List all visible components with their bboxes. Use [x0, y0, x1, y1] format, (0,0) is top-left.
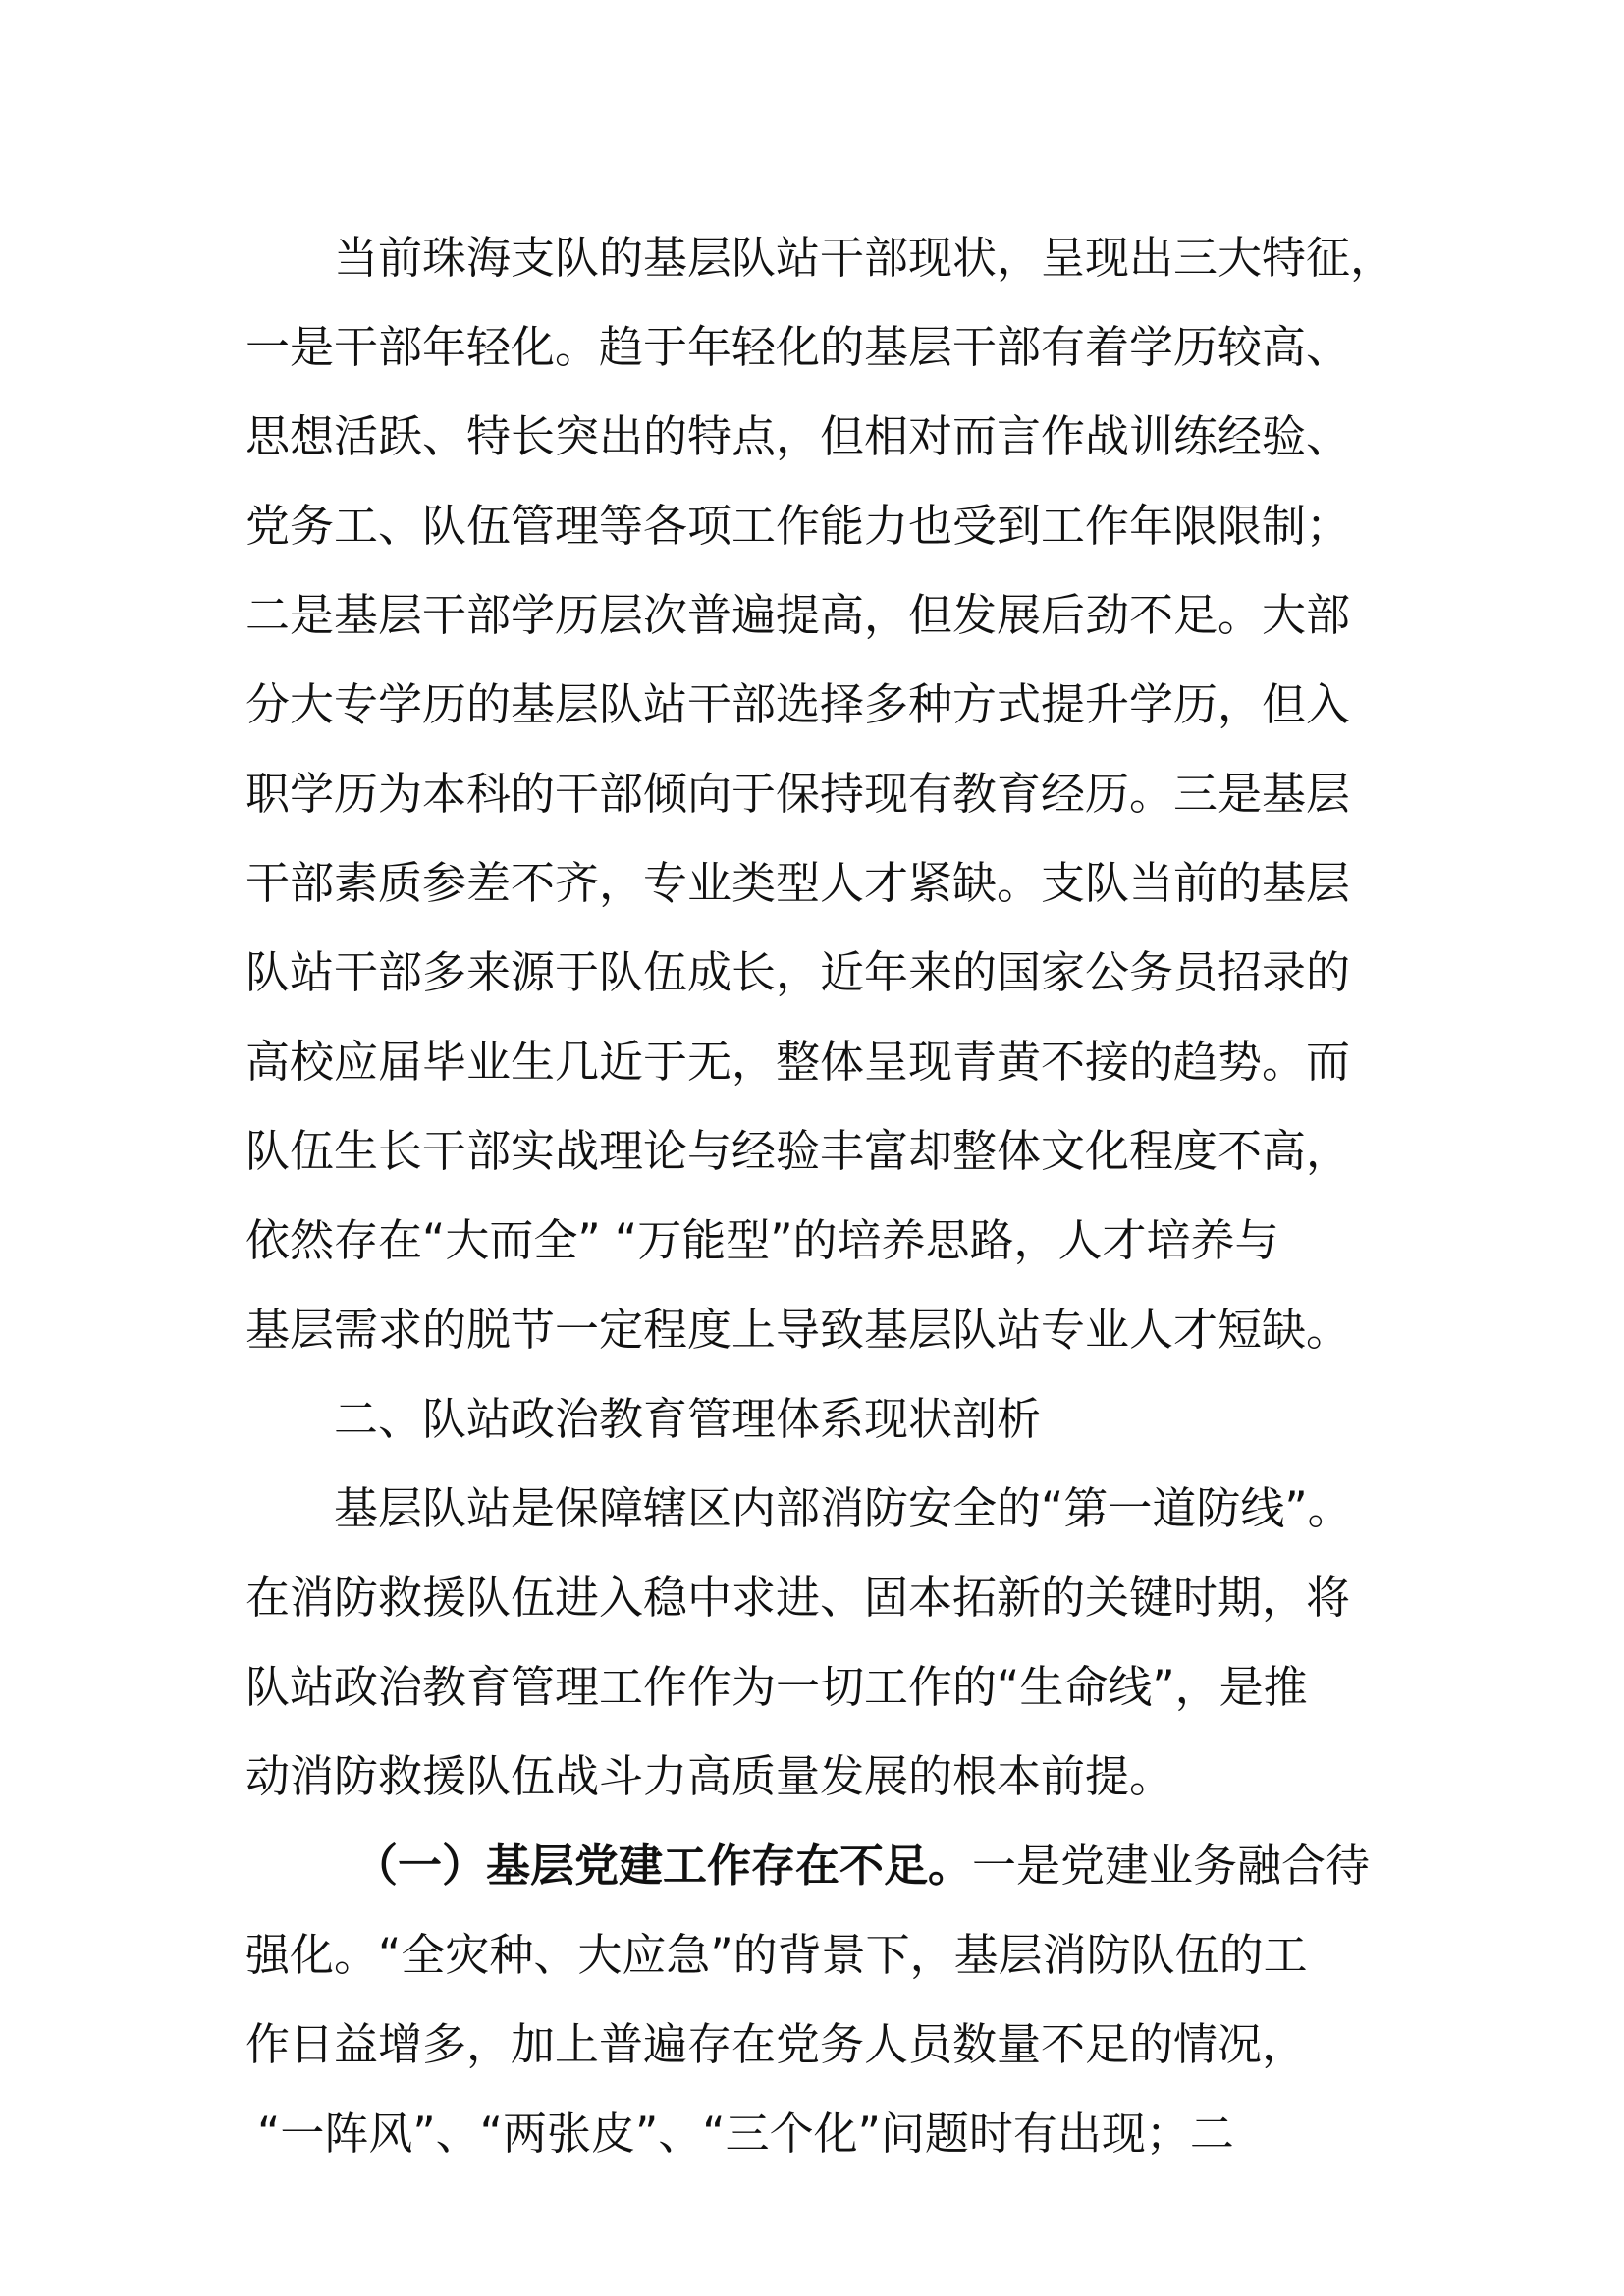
paragraph-3-line-1-text: 一是党建业务融合待	[972, 1840, 1371, 1892]
paragraph-1-line-10: 高校应届毕业生几近于无，整体呈现青黄不接的趋势。而	[245, 1036, 1351, 1088]
paragraph-3-line-2: 强化。“全灾种、大应急”的背景下，基层消防队伍的工	[245, 1929, 1308, 1981]
paragraph-3-line-1	[245, 1830, 1371, 1919]
paragraph-1-line-7: 职学历为本科的干部倾向于保持现有教育经历。三是基层	[245, 768, 1351, 820]
paragraph-2-line-3: 队站政治教育管理工作作为一切工作的“生命线”，是推	[245, 1661, 1308, 1713]
paragraph-3-line-3: 作日益增多，加上普遍存在党务人员数量不足的情况，	[245, 2018, 1307, 2070]
section-heading-2: 二、队站政治教育管理体系现状剖析	[334, 1393, 1042, 1445]
subsection-heading-1: （一）基层党建工作存在不足。	[353, 1840, 973, 1892]
paragraph-1-line-2: 一是干部年轻化。趋于年轻化的基层干部有着学历较高、	[245, 321, 1351, 373]
document-body	[245, 222, 1395, 2187]
paragraph-2-line-1: 基层队站是保障辖区内部消防安全的“第一道防线”。	[334, 1482, 1352, 1534]
paragraph-1-line-8: 干部素质参差不齐，专业类型人才紧缺。支队当前的基层	[245, 857, 1351, 909]
paragraph-1-line-9: 队站干部多来源于队伍成长，近年来的国家公务员招录的	[245, 946, 1351, 998]
paragraph-1-line-3: 思想活跃、特长突出的特点，但相对而言作战训练经验、	[245, 410, 1351, 462]
paragraph-1-line-4: 党务工、队伍管理等各项工作能力也受到工作年限限制；	[245, 500, 1351, 552]
paragraph-1-line-1: 当前珠海支队的基层队站干部现状，呈现出三大特征，	[334, 232, 1395, 284]
paragraph-1-line-5: 二是基层干部学历层次普遍提高，但发展后劲不足。大部	[245, 589, 1351, 641]
paragraph-3-line-4: “一阵风”、“两张皮”、“三个化”问题时有出现；二	[257, 2108, 1234, 2160]
paragraph-2-line-2: 在消防救援队伍进入稳中求进、固本拓新的关键时期，将	[245, 1572, 1351, 1624]
paragraph-1-line-12: 依然存在“大而全” “万能型”的培养思路，人才培养与	[245, 1214, 1279, 1266]
paragraph-2-line-4: 动消防救援队伍战斗力高质量发展的根本前提。	[245, 1750, 1174, 1802]
paragraph-1-line-6: 分大专学历的基层队站干部选择多种方式提升学历，但入	[245, 678, 1351, 730]
paragraph-1-line-13: 基层需求的脱节一定程度上导致基层队站专业人才短缺。	[245, 1304, 1351, 1356]
paragraph-1-line-11: 队伍生长干部实战理论与经验丰富却整体文化程度不高，	[245, 1125, 1351, 1177]
